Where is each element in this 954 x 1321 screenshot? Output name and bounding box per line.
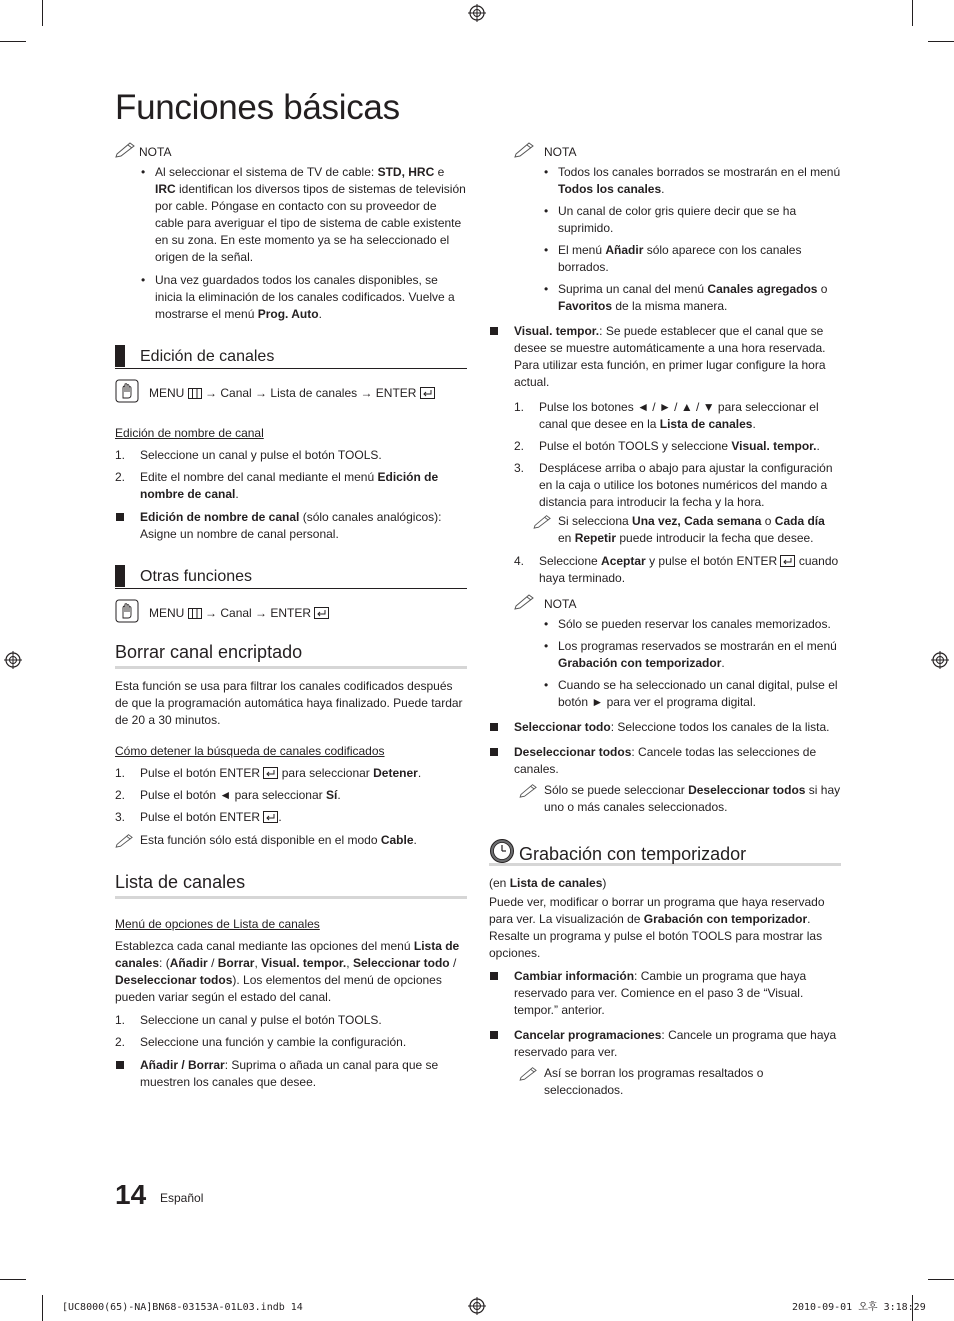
menu-icon	[188, 388, 202, 399]
text: (en	[489, 876, 510, 890]
text-bold: Deseleccionar todos	[688, 783, 806, 797]
text: ,	[254, 956, 262, 970]
text: : (	[159, 956, 170, 970]
text-bold: Aceptar	[601, 554, 646, 568]
square-bullet-item	[115, 509, 467, 543]
enter-label: ENTER	[219, 810, 261, 824]
enter-label: ENTER	[375, 386, 417, 400]
square-bullet-item	[489, 1027, 841, 1061]
note-header	[514, 140, 841, 162]
clock-icon	[489, 838, 515, 864]
text: Seleccione	[539, 554, 602, 568]
section-heading-timer	[489, 838, 841, 866]
text: .	[721, 656, 725, 670]
crop-mark	[912, 0, 913, 26]
note-pencil-icon	[519, 782, 539, 798]
text: Suprima un canal del menú	[558, 282, 708, 296]
note-label: NOTA	[544, 597, 577, 611]
step-number: 2.	[115, 788, 126, 802]
text: . Resalte un programa y pulse el botón	[489, 912, 811, 943]
text: : Seleccione todos los canales de la lista.	[610, 720, 830, 734]
subsection-header	[115, 565, 467, 589]
text: Esta función sólo está disponible en el modo	[140, 833, 381, 847]
text-bold: Lista de canales	[509, 876, 603, 890]
section-heading: Borrar canal encriptado	[115, 641, 467, 669]
text: .	[278, 810, 282, 824]
paragraph: Esta función se usa para filtrar los canales codificados después de que la programación automática haya finalizado. Puede tardar de 20 a 30 minutos.	[115, 679, 463, 727]
text-bold: Añadir	[169, 956, 208, 970]
text: .	[378, 1013, 382, 1027]
text: puede introducir la fecha que desee.	[616, 531, 814, 545]
subtopic-heading: Menú de opciones de Lista de canales	[115, 917, 320, 931]
pencil-note	[519, 782, 841, 816]
subsection-title: Edición de canales	[140, 348, 275, 365]
text: o	[817, 282, 828, 296]
step	[514, 438, 841, 455]
enter-label: ENTER	[270, 606, 312, 620]
text: Todos los canales borrados se mostrarán en el menú	[558, 165, 841, 179]
step	[514, 553, 841, 587]
text-bold: Canales agregados	[707, 282, 818, 296]
text: para seleccionar	[278, 766, 374, 780]
text-bold: Todos los canales	[558, 182, 662, 196]
heading-bar	[115, 565, 125, 587]
text-bold: Borrar	[217, 956, 255, 970]
text: Así se borran los programas resaltados o seleccionados.	[544, 1066, 764, 1097]
text-bold: Prog. Auto	[257, 307, 319, 321]
text: : Cancele un programa que haya reservado para ver.	[514, 1028, 837, 1059]
text: ,	[346, 956, 353, 970]
pencil-note	[519, 1065, 841, 1099]
text: Pulse el botón ◄ para seleccionar	[140, 788, 326, 802]
crop-mark	[42, 1295, 43, 1321]
text: Un canal de color gris quiere decir que se ha suprimido.	[558, 204, 797, 235]
step-number: 1.	[115, 448, 126, 462]
text: Cuando se ha seleccionado un canal digital, pulse el botón ► para ver el programa digital.	[558, 678, 838, 709]
text-bold: Cambiar información	[514, 969, 635, 983]
text: Los programas reservados se mostrarán en el menú	[558, 639, 837, 653]
pencil-note	[115, 832, 467, 849]
note-bullet	[489, 164, 841, 198]
text: : Cancele todas las selecciones de canales.	[514, 745, 817, 776]
text: Sólo se puede seleccionar	[544, 783, 689, 797]
note-pencil-icon	[514, 140, 536, 158]
step	[115, 1034, 467, 1051]
square-bullet-item	[489, 968, 841, 1019]
registration-mark-icon	[931, 651, 949, 669]
text-bold: STD, HRC	[377, 165, 435, 179]
step-number: 3.	[115, 810, 126, 824]
text: Pulse el botón	[140, 766, 220, 780]
text-bold: Grabación con temporizador	[643, 912, 808, 926]
text-bold: Seleccionar todo	[352, 956, 450, 970]
step	[115, 787, 467, 804]
text: Pulse el botón	[140, 810, 220, 824]
text-bold: Visual. tempor.	[261, 956, 347, 970]
note-label: NOTA	[139, 145, 172, 159]
text: Si selecciona	[558, 514, 633, 528]
crop-mark	[0, 1279, 26, 1280]
square-bullet-item	[489, 719, 841, 736]
enter-label: ENTER	[219, 766, 261, 780]
text-bold: Deseleccionar todos	[115, 973, 233, 987]
text-bold: Una vez, Cada semana	[632, 514, 762, 528]
page-language: Español	[160, 1191, 204, 1205]
menu-path	[115, 599, 467, 627]
menu-item: Canal	[220, 606, 252, 620]
tools-label: TOOLS	[337, 448, 379, 462]
crop-mark	[928, 41, 954, 42]
text: Establezca cada canal mediante las opciones del menú	[115, 939, 414, 953]
step	[115, 469, 467, 503]
square-bullet-item	[489, 323, 841, 391]
text: .	[816, 439, 820, 453]
step-number: 3.	[514, 461, 525, 475]
text: Pulse los botones ◄ / ► / ▲ / ▼ para seleccionar el canal que desee en la	[539, 400, 819, 431]
text: para mostrar las opciones.	[489, 929, 823, 960]
right-column	[489, 140, 841, 1105]
step	[115, 765, 467, 782]
text-bold: Cada día	[774, 514, 825, 528]
remote-hand-icon	[115, 599, 139, 623]
enter-icon	[263, 811, 278, 823]
text: )	[602, 876, 607, 890]
section-title: Grabación con temporizador	[519, 844, 747, 864]
note-pencil-icon	[533, 513, 553, 529]
text: .	[413, 833, 417, 847]
text: .	[661, 182, 665, 196]
arrow: →	[251, 386, 271, 400]
registration-mark-icon	[468, 1297, 486, 1315]
note-pencil-icon	[519, 1065, 539, 1081]
text: Seleccione un canal y pulse el botón	[140, 1013, 338, 1027]
menu-icon	[188, 608, 202, 619]
note-bullet	[489, 203, 841, 237]
text: Edite el nombre del canal mediante el menú	[140, 470, 378, 484]
note-header	[115, 140, 467, 162]
registration-mark-icon	[468, 4, 486, 22]
text: cuando haya terminado.	[539, 554, 839, 585]
text: en	[558, 531, 575, 545]
square-bullet-item	[115, 1057, 467, 1091]
menu-label: MENU	[149, 386, 185, 400]
step	[514, 460, 841, 511]
text: Puede ver, modificar o borrar un programa que haya reservado para ver. La visualización de	[489, 895, 825, 926]
footer-file-info: [UC8000(65)-NA]BN68-03153A-01L03.indb 14	[62, 1302, 303, 1313]
text: Sólo se pueden reservar los canales memorizados.	[558, 617, 831, 631]
text: Una vez guardados todos los canales disponibles, se inicia la eliminación de los canales codificados. Vuelve a mostrarse el menú	[155, 273, 455, 321]
text: o	[761, 514, 775, 528]
arrow: →	[357, 386, 376, 400]
arrow: →	[251, 606, 271, 620]
text: identifican los diversos tipos de sistemas de televisión por cable. Póngase en contacto con su proveedor de cable para averiguar el tipo de sistema de cable existente en su zona. En este momento ya se ha seleccionado el origen de la señal.	[155, 182, 466, 264]
text-bold: Deseleccionar todos	[514, 745, 632, 759]
step-number: 2.	[115, 470, 126, 484]
text-bold: Lista de canales	[659, 417, 753, 431]
text-bold: Añadir / Borrar	[140, 1058, 225, 1072]
note-bullet	[489, 281, 841, 315]
enter-icon	[263, 767, 278, 779]
arrow: →	[201, 386, 221, 400]
subtopic-heading: Cómo detener la búsqueda de canales codificados	[115, 744, 385, 758]
pencil-note	[533, 513, 841, 547]
tools-label: TOOLS	[691, 929, 733, 943]
text: .	[417, 766, 422, 780]
text-bold: Lista de canales	[115, 939, 460, 970]
note-bullet	[115, 272, 467, 323]
heading-bar	[115, 345, 125, 367]
step	[115, 447, 467, 464]
page-number: 14	[115, 1179, 147, 1210]
menu-label: MENU	[149, 606, 185, 620]
text: El menú	[558, 243, 606, 257]
text: y seleccione	[658, 439, 732, 453]
text-bold: Cable	[380, 833, 414, 847]
text: sólo aparece con los canales borrados.	[558, 243, 802, 274]
subtopic-heading: Edición de nombre de canal	[115, 426, 264, 440]
text: /	[449, 956, 457, 970]
crop-mark	[42, 0, 43, 26]
text: Desplácese arriba o abajo para ajustar la configuración en la caja o utilice los botones numéricos del mando a distancia para introducir la fecha y la hora.	[539, 461, 833, 509]
note-bullet	[489, 616, 841, 633]
enter-label: ENTER	[736, 554, 778, 568]
text-bold: Detener	[373, 766, 418, 780]
text-bold: Favoritos	[558, 299, 613, 313]
menu-path	[115, 379, 467, 407]
text-bold: Edición de nombre de canal	[140, 510, 300, 524]
subsection-title: Otras funciones	[140, 568, 253, 585]
text-bold: Seleccionar todo	[514, 720, 611, 734]
note-label: NOTA	[544, 145, 577, 159]
arrow: →	[201, 606, 221, 620]
text: : Suprima o añada un canal para que se muestren los canales que desee.	[140, 1058, 439, 1089]
registration-mark-icon	[4, 651, 22, 669]
text: de la misma manera.	[612, 299, 728, 313]
text: y pulse el botón	[645, 554, 737, 568]
text: .	[235, 487, 239, 501]
footer-date-info: 2010-09-01 오후 3:18:29	[792, 1302, 926, 1313]
text: .	[318, 307, 322, 321]
paragraph	[489, 894, 841, 962]
text: : Se puede establecer que el canal que se desee se muestre automáticamente a una hora reservada. Para utilizar esta función, en primer lugar configure la hora actual.	[514, 324, 826, 389]
text-bold: Repetir	[574, 531, 617, 545]
square-bullet-item	[489, 744, 841, 778]
left-column	[115, 140, 467, 1099]
text-bold: Grabación con temporizador	[558, 656, 722, 670]
text: ). Los elementos del menú de opciones pueden variar según el estado del canal.	[115, 973, 442, 1004]
text-bold: Edición de nombre de canal	[140, 470, 439, 501]
text: Al seleccionar el sistema de TV de cable:	[155, 165, 378, 179]
enter-icon	[780, 555, 795, 567]
text: Seleccione un canal y pulse el botón	[140, 448, 338, 462]
menu-item: Canal	[220, 386, 252, 400]
text: .	[337, 788, 341, 802]
step-number: 2.	[115, 1035, 126, 1049]
text: (sólo canales analógicos): Asigne un nombre de canal personal.	[140, 510, 442, 541]
step-number: 1.	[514, 400, 525, 414]
text-bold: Añadir	[605, 243, 644, 257]
step-number: 4.	[514, 554, 525, 568]
step	[115, 1012, 467, 1029]
note-pencil-icon	[115, 140, 137, 158]
step-number: 2.	[514, 439, 525, 453]
note-bullet	[489, 242, 841, 276]
menu-path-text	[149, 605, 329, 622]
text: e	[434, 165, 445, 179]
text: : Cambie un programa que haya reservado para ver. Comience en el paso 3 de “Visual. tempor.” anterior.	[514, 969, 807, 1017]
text: si hay uno o más canales seleccionados.	[544, 783, 841, 814]
tools-label: TOOLS	[618, 439, 659, 453]
enter-icon	[314, 607, 329, 619]
step	[514, 399, 841, 433]
note-header	[514, 592, 841, 614]
text-bold: Sí	[325, 788, 338, 802]
menu-item: Lista de canales	[270, 386, 358, 400]
note-pencil-icon	[115, 832, 135, 848]
text: .	[752, 417, 756, 431]
section-heading: Lista de canales	[115, 871, 467, 899]
text: /	[207, 956, 218, 970]
note-pencil-icon	[514, 592, 536, 610]
note-bullet	[489, 677, 841, 711]
step	[115, 809, 467, 826]
paragraph	[489, 875, 841, 892]
note-bullet	[489, 638, 841, 672]
crop-mark	[928, 1279, 954, 1280]
crop-mark	[0, 41, 26, 42]
text-bold: Visual. tempor.	[514, 324, 600, 338]
tools-label: TOOLS	[337, 1013, 379, 1027]
paragraph	[115, 938, 467, 1006]
text: Pulse el botón	[539, 439, 619, 453]
menu-path-text	[149, 385, 435, 402]
text: Seleccione una función y cambie la configuración.	[140, 1035, 407, 1049]
text: .	[378, 448, 382, 462]
text-bold: Cancelar programaciones	[514, 1028, 662, 1042]
enter-icon	[420, 387, 435, 399]
remote-hand-icon	[115, 379, 139, 403]
page-title: Funciones básicas	[115, 88, 400, 127]
step-number: 1.	[115, 766, 126, 780]
text-bold: IRC	[155, 182, 176, 196]
note-bullet	[115, 164, 467, 266]
subsection-header	[115, 345, 467, 369]
step-number: 1.	[115, 1013, 126, 1027]
text-bold: Visual. tempor.	[731, 439, 817, 453]
